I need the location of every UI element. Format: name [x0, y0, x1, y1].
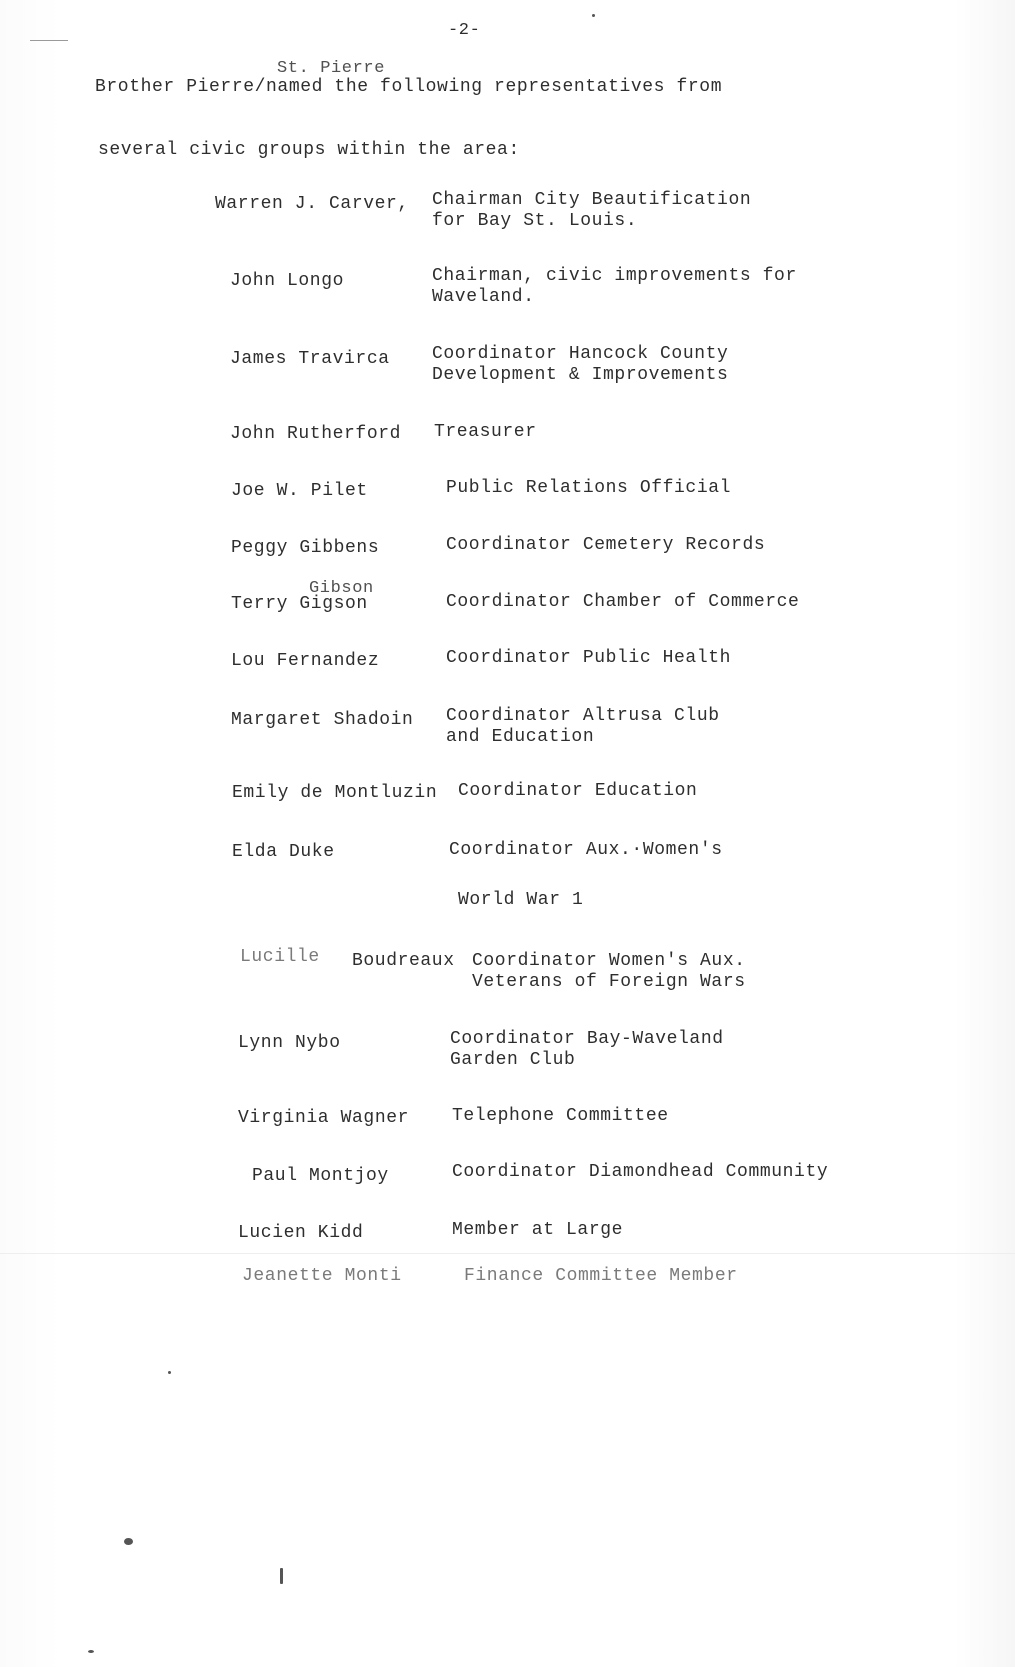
- entry-name: Margaret Shadoin: [231, 710, 414, 730]
- entry-role-line: Finance Committee Member: [464, 1266, 738, 1286]
- ink-speck: [280, 1568, 283, 1584]
- entry-name: Lucien Kidd: [238, 1223, 364, 1243]
- entry-name: Peggy Gibbens: [231, 538, 380, 558]
- entry-role-line: Development & Improvements: [432, 365, 729, 385]
- entry-role-line: Coordinator Diamondhead Community: [452, 1162, 829, 1182]
- entry-role-line: World War 1: [458, 890, 584, 910]
- entry-name: John Rutherford: [230, 424, 402, 444]
- entry-role-line: Coordinator Chamber of Commerce: [446, 592, 800, 612]
- entry-role-line: Coordinator Education: [458, 781, 698, 801]
- entry-name: Jeanette Monti: [242, 1266, 402, 1286]
- entry-role-line: Coordinator Bay-Waveland: [450, 1029, 724, 1049]
- entry-role-line: Coordinator Cemetery Records: [446, 535, 766, 555]
- ink-speck: [592, 14, 595, 17]
- page-number: -2-: [448, 21, 481, 40]
- entry-name: James Travirca: [230, 349, 390, 369]
- entry-name: Paul Montjoy: [252, 1166, 389, 1186]
- entry-role-line: Coordinator Altrusa Club: [446, 706, 720, 726]
- entry-role-line: Garden Club: [450, 1050, 576, 1070]
- entry-name: Terry Gigson: [231, 594, 368, 614]
- entry-role-line: for Bay St. Louis.: [432, 211, 638, 231]
- entry-role-line: Coordinator Public Health: [446, 648, 732, 668]
- entry-role-line: Chairman, civic improvements for: [432, 266, 797, 286]
- entry-role-line: Chairman City Beautification: [432, 190, 752, 210]
- entry-role-line: Treasurer: [434, 422, 537, 442]
- entry-role-line: Waveland.: [432, 287, 535, 307]
- scan-mark: [30, 40, 68, 41]
- entry-role-line: and Education: [446, 727, 595, 747]
- intro-line-1: Brother Pierre/named the following representatives from: [95, 77, 723, 97]
- scan-line-artifact: [0, 1253, 1015, 1254]
- entry-name-continued: Boudreaux: [352, 951, 455, 971]
- ink-speck: [168, 1371, 171, 1374]
- handwritten-insertion: Gibson: [309, 579, 374, 598]
- entry-role-line: Public Relations Official: [446, 478, 732, 498]
- entry-name: Warren J. Carver,: [215, 194, 409, 214]
- ink-speck: [88, 1650, 94, 1653]
- entry-role-line: Coordinator Aux.·Women's: [449, 840, 723, 860]
- entry-role-line: Veterans of Foreign Wars: [472, 972, 746, 992]
- entry-name: Virginia Wagner: [238, 1108, 410, 1128]
- entry-name: Emily de Montluzin: [232, 783, 438, 803]
- entry-name: Lynn Nybo: [238, 1033, 341, 1053]
- entry-name: John Longo: [230, 271, 345, 291]
- entry-role-line: Coordinator Hancock County: [432, 344, 729, 364]
- intro-line-2: several civic groups within the area:: [98, 140, 520, 160]
- handwritten-insertion: St. Pierre: [277, 59, 386, 78]
- ink-speck: [124, 1538, 133, 1545]
- entry-name: Elda Duke: [232, 842, 335, 862]
- entry-name: Lou Fernandez: [231, 651, 380, 671]
- entry-role-line: Member at Large: [452, 1220, 624, 1240]
- entry-name: Lucille: [240, 947, 320, 967]
- entry-name: Joe W. Pilet: [231, 481, 368, 501]
- entry-role-line: Coordinator Women's Aux.: [472, 951, 746, 971]
- entry-role-line: Telephone Committee: [452, 1106, 669, 1126]
